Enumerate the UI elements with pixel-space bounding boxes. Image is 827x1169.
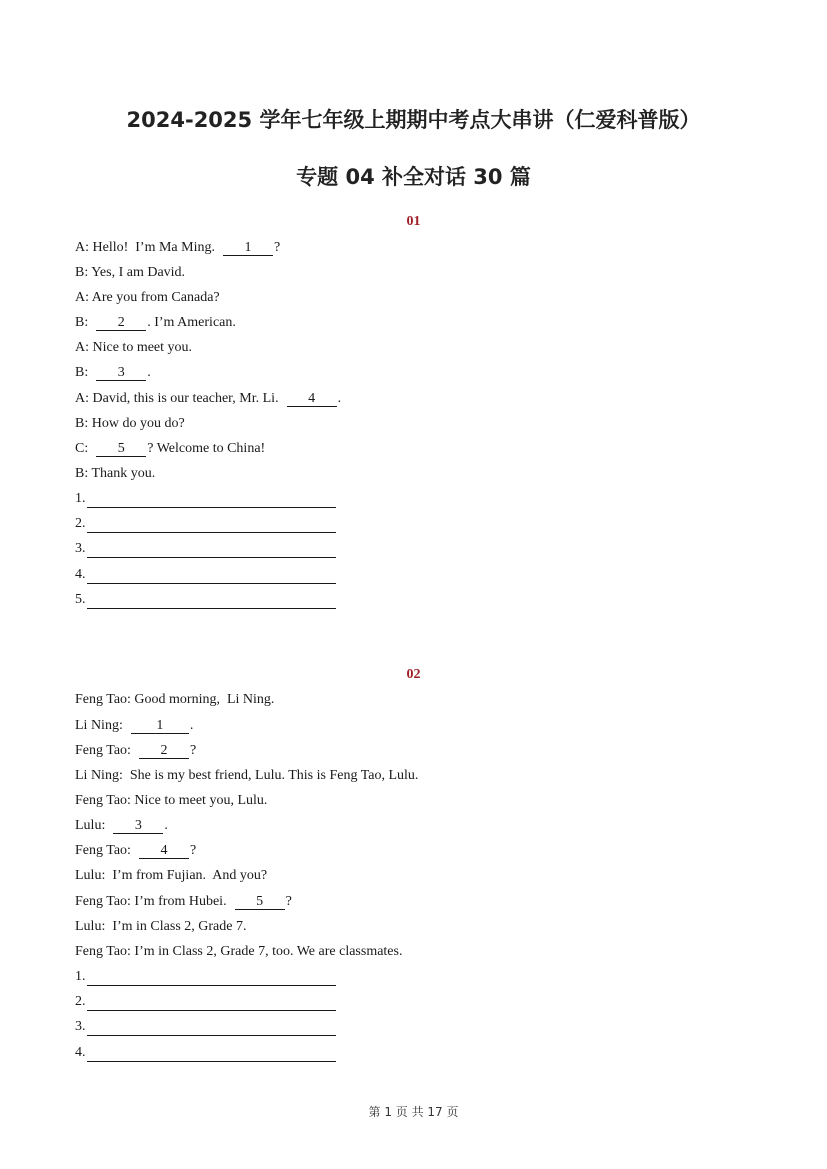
dialogue-text-after: ? [285,894,292,909]
dialogue-line [75,943,402,961]
page-footer: 第 1 页 共 17 页 [368,1105,459,1119]
answer-blank[interactable] [87,569,336,584]
dialogue-text-after: . [337,391,342,406]
dialogue-text: B: [75,315,96,330]
dialogue-text: Lulu: I’m in Class 2, Grade 7. [75,919,247,934]
answer-line [75,490,336,508]
dialogue-text: Feng Tao: I’m from Hubei. [75,894,234,909]
blank-3[interactable]: 3 [113,818,163,834]
dialogue-line [75,918,246,936]
dialogue-line [75,465,155,483]
dialogue-text: A: Are you from Canada? [75,290,220,305]
blank-2[interactable]: 2 [96,315,146,331]
answer-line [75,591,336,609]
document-title: 2024-2025 学年七年级上期期中考点大串讲（仁爱科普版） [126,108,701,132]
answer-blank[interactable] [87,1047,336,1062]
dialogue-text: Feng Tao: Good morning, Li Ning. [75,692,275,707]
blank-1[interactable]: 1 [223,240,273,256]
answer-blank[interactable] [87,971,336,986]
answer-blank[interactable] [87,543,336,558]
dialogue-text-after: . [147,365,151,380]
answer-blank[interactable] [87,493,336,508]
answer-number: 1. [75,969,86,984]
dialogue-line [75,717,193,735]
dialogue-line [75,817,168,835]
answer-blank[interactable] [87,996,336,1011]
answer-number: 5. [75,592,86,607]
answer-blank[interactable] [87,518,336,533]
dialogue-text: Lulu: I’m from Fujian. And you? [75,868,268,883]
dialogue-text-after: . [189,718,194,733]
dialogue-text: A: David, this is our teacher, Mr. Li. [75,391,286,406]
dialogue-text: Lulu: [75,818,113,833]
answer-number: 3. [75,1019,86,1034]
dialogue-text-after: ? [189,743,197,758]
dialogue-line [75,314,236,332]
answer-number: 4. [75,567,86,582]
dialogue-text: A: Hello! I’m Ma Ming. [75,240,222,255]
dialogue-line [75,792,267,810]
dialogue-text: Feng Tao: [75,843,138,858]
blank-5[interactable]: 5 [96,441,146,457]
answer-line [75,1018,336,1036]
dialogue-text: Feng Tao: Nice to meet you, Lulu. [75,793,268,808]
dialogue-text: A: Nice to meet you. [75,340,193,355]
document-subtitle: 专题 04 补全对话 30 篇 [296,165,531,189]
dialogue-text-after: . [164,818,168,833]
dialogue-line [75,893,292,911]
dialogue-text: B: [75,365,96,380]
answer-number: 2. [75,994,86,1009]
dialogue-line [75,767,418,785]
dialogue-line [75,339,192,357]
dialogue-text: Feng Tao: I’m in Class 2, Grade 7, too. We are classmates. [75,944,403,959]
dialogue-line [75,264,185,282]
dialogue-text: B: How do you do? [75,416,185,431]
blank-2[interactable]: 2 [139,743,189,759]
answer-blank[interactable] [87,594,336,609]
dialogue-line [75,364,151,382]
dialogue-line [75,691,274,709]
dialogue-line [75,440,265,458]
dialogue-text-after: ? Welcome to China! [147,441,266,456]
dialogue-text: Feng Tao: [75,743,138,758]
answer-number: 1. [75,491,86,506]
answer-number: 2. [75,516,86,531]
answer-blank[interactable] [87,1021,336,1036]
dialogue-line [75,390,341,408]
answer-line [75,515,336,533]
dialogue-line [75,415,185,433]
dialogue-line [75,239,280,257]
section-number: 02 [406,667,421,682]
answer-line [75,993,336,1011]
answer-number: 3. [75,541,86,556]
dialogue-text: Li Ning: She is my best friend, Lulu. This is Feng Tao, Lulu. [75,768,419,783]
dialogue-line [75,867,267,885]
answer-number: 4. [75,1045,86,1060]
dialogue-line [75,742,196,760]
blank-3[interactable]: 3 [96,365,146,381]
blank-4[interactable]: 4 [139,843,189,859]
dialogue-text: B: Yes, I am David. [75,265,186,280]
answer-line [75,566,336,584]
dialogue-text-after: . I’m American. [147,315,236,330]
blank-5[interactable]: 5 [235,894,285,910]
answer-line [75,540,336,558]
dialogue-line [75,842,196,860]
section-number: 01 [406,214,421,229]
answer-line [75,1044,336,1062]
dialogue-text: B: Thank you. [75,466,156,481]
dialogue-text: Li Ning: [75,718,130,733]
dialogue-text-after: ? [189,843,197,858]
answer-line [75,968,336,986]
dialogue-text-after: ? [273,240,281,255]
dialogue-line [75,289,220,307]
blank-4[interactable]: 4 [287,391,337,407]
blank-1[interactable]: 1 [131,718,189,734]
dialogue-text: C: [75,441,96,456]
